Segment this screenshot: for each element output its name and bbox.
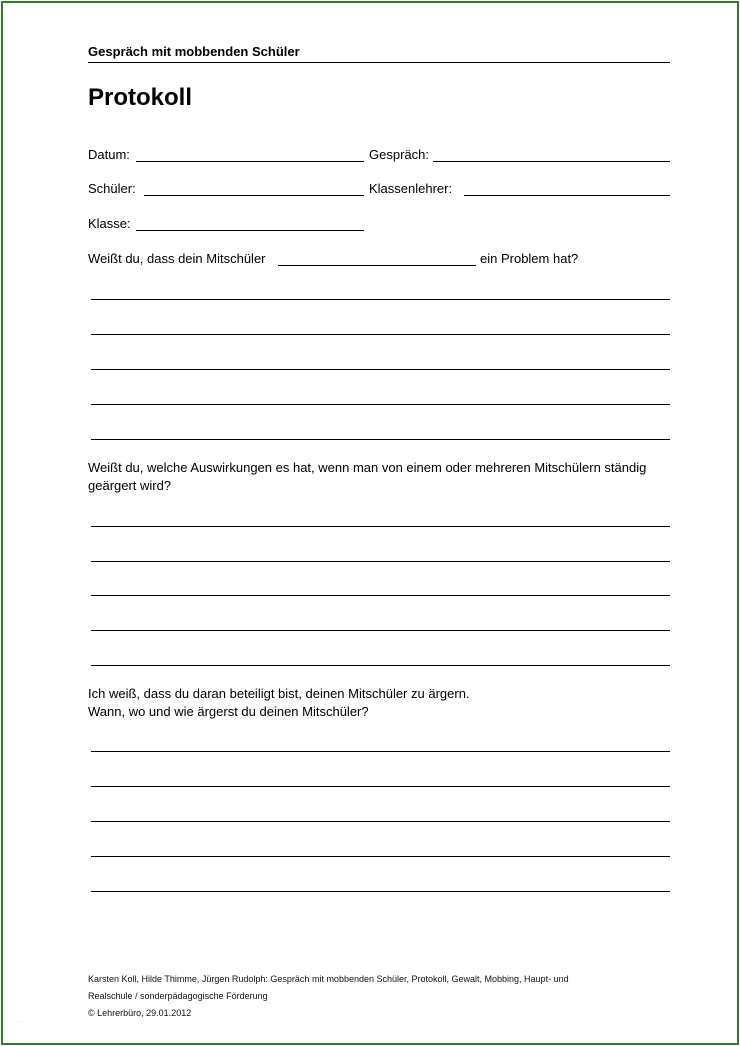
field-row-datum	[88, 147, 670, 167]
document-title: Protokoll	[88, 84, 193, 111]
klasse-line[interactable]	[136, 230, 364, 231]
question-1	[88, 251, 670, 271]
datum-label: Datum:	[88, 147, 130, 162]
footer-copyright: © Lehrerbüro, 29.01.2012	[88, 1008, 192, 1018]
answer-line[interactable]	[91, 630, 670, 631]
page-header: Gespräch mit mobbenden Schüler	[88, 44, 670, 63]
answer-line[interactable]	[91, 404, 670, 405]
margin-mark: ·····	[16, 1019, 25, 1025]
schueler-line[interactable]	[144, 195, 364, 196]
footer	[88, 971, 670, 1022]
answer-line[interactable]	[91, 891, 670, 892]
answer-line[interactable]	[91, 856, 670, 857]
question-1-blank[interactable]	[278, 265, 476, 266]
answer-line[interactable]	[91, 299, 670, 300]
answer-line[interactable]	[91, 439, 670, 440]
question-3-line-2: Wann, wo und wie ärgerst du deinen Mitschüler?	[88, 704, 369, 719]
answer-line[interactable]	[91, 369, 670, 370]
answer-line[interactable]	[91, 561, 670, 562]
klassenlehrer-line[interactable]	[464, 195, 670, 196]
question-3-line-1: Ich weiß, dass du daran beteiligt bist, deinen Mitschüler zu ärgern.	[88, 686, 470, 701]
klasse-label: Klasse:	[88, 216, 131, 231]
answer-line[interactable]	[91, 334, 670, 335]
question-1-prefix: Weißt du, dass dein Mitschüler	[88, 251, 266, 266]
field-row-klasse	[88, 216, 670, 236]
question-3	[88, 685, 670, 721]
answer-line[interactable]	[91, 526, 670, 527]
footer-citation-line-1: Karsten Koll, Hilde Thimme, Jürgen Rudolph: Gespräch mit mobbenden Schüler, Protokoll, Gewalt, Mobbing, Haupt- und	[88, 974, 569, 984]
answer-line[interactable]	[91, 665, 670, 666]
klassenlehrer-label: Klassenlehrer:	[369, 181, 453, 196]
footer-citation-line-2: Realschule / sonderpädagogische Förderung	[88, 991, 268, 1001]
question-1-suffix: ein Problem hat?	[480, 251, 579, 266]
schueler-label: Schüler:	[88, 181, 136, 196]
question-2: Weißt du, welche Auswirkungen es hat, wenn man von einem oder mehreren Mitschülern ständig geärgert wird?	[88, 460, 647, 493]
field-row-schueler	[88, 181, 670, 201]
gespraech-line[interactable]	[433, 161, 670, 162]
answer-line[interactable]	[91, 786, 670, 787]
answer-line[interactable]	[91, 751, 670, 752]
answer-line[interactable]	[91, 595, 670, 596]
gespraech-label: Gespräch:	[369, 147, 429, 162]
datum-line[interactable]	[136, 161, 364, 162]
answer-line[interactable]	[91, 821, 670, 822]
